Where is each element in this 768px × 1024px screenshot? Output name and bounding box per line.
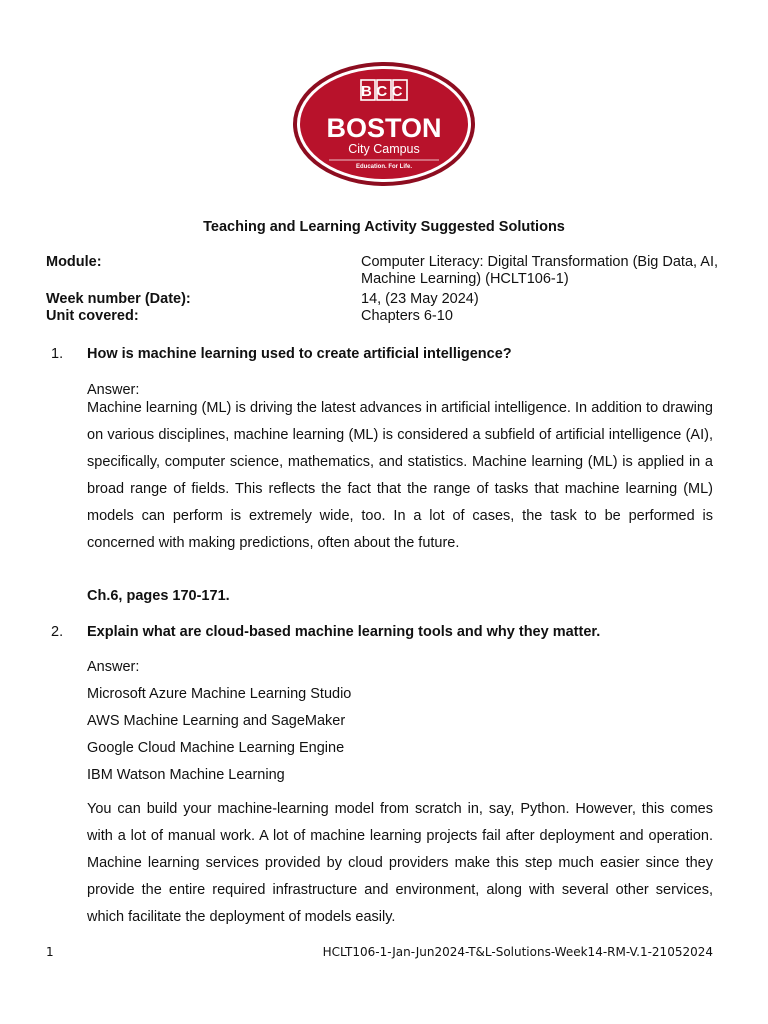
unit-label: Unit covered:	[46, 308, 139, 324]
question-1-text: How is machine learning used to create artificial intelligence?	[87, 346, 512, 362]
week-row	[46, 291, 726, 308]
footer-document-code: HCLT106-1-Jan-Jun2024-T&L-Solutions-Week14-RM-V.1-21052024	[322, 945, 713, 959]
document-title: Teaching and Learning Activity Suggested Solutions	[203, 219, 565, 235]
unit-row	[46, 308, 726, 325]
tool-list-item: IBM Watson Machine Learning	[87, 767, 285, 783]
module-row	[46, 254, 726, 288]
logo-tagline: Education. For Life.	[355, 164, 413, 170]
logo-emblem	[291, 60, 477, 188]
question-2-answer: You can build your machine-learning model from scratch in, say, Python. However, this comes with a lot of manual work. A lot of machine learning projects fail after deployment and operation. Machine learning services provided by cloud providers make this step much easier since they provide the entire required infrastructure and environment, along with several other services, which facilitate the deployment of models easily.	[87, 801, 713, 925]
unit-value: Chapters 6-10	[361, 308, 453, 324]
logo-monogram: BCC	[361, 83, 407, 100]
tool-list-item: AWS Machine Learning and SageMaker	[87, 713, 346, 729]
logo-name: BOSTON	[326, 113, 442, 143]
module-value: Computer Literacy: Digital Transformation (Big Data, AI, Machine Learning) (HCLT106-1)	[361, 254, 719, 287]
question-2-text: Explain what are cloud-based machine learning tools and why they matter.	[87, 624, 601, 640]
tool-list-item: Microsoft Azure Machine Learning Studio	[87, 686, 352, 702]
question-1-answer-label: Answer:	[87, 382, 140, 398]
module-label: Module:	[46, 254, 102, 270]
question-1-number: 1.	[51, 346, 64, 362]
boston-city-campus-logo	[291, 60, 477, 188]
question-1-answer: Machine learning (ML) is driving the latest advances in artificial intelligence. In addition to drawing on various disciplines, machine learning (ML) is considered a subfield of artificial intelligence (AI), specifically, computer science, mathematics, and statistics. Machine learning (ML) is applied in a broad range of fields. This reflects the fact that the range of tasks that machine learning (ML) models can perform is extremely wide, too. In a lot of cases, the task to be performed is concerned with making predictions, often about the future.	[87, 400, 713, 551]
footer-page-number: 1	[46, 945, 54, 959]
logo-subname: City Campus	[348, 142, 420, 156]
question-1-reference: Ch.6, pages 170-171.	[87, 588, 230, 604]
question-2-answer-label: Answer:	[87, 659, 140, 675]
question-2-number: 2.	[51, 624, 64, 640]
week-label: Week number (Date):	[46, 291, 191, 307]
week-value: 14, (23 May 2024)	[361, 291, 479, 307]
bcc-monogram	[361, 80, 407, 100]
tool-list-item: Google Cloud Machine Learning Engine	[87, 740, 345, 756]
